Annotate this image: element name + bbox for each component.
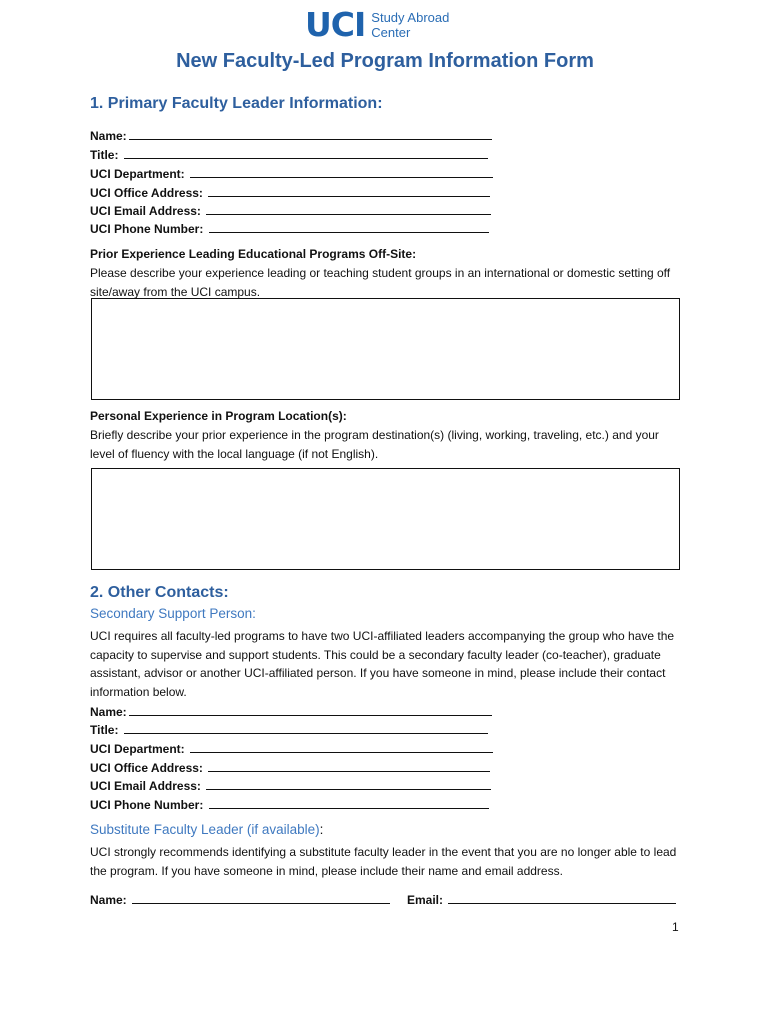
field-line[interactable] (124, 147, 488, 159)
field-label: UCI Phone Number: (90, 798, 207, 812)
field-label: Name: (90, 893, 131, 907)
primary-department-field[interactable] (90, 166, 493, 181)
primary-name-field[interactable] (90, 128, 492, 143)
secondary-email-field[interactable] (90, 778, 491, 793)
field-label: Email: (407, 893, 447, 907)
logo-mark: UCI (305, 5, 366, 44)
field-line[interactable] (132, 892, 390, 904)
field-line[interactable] (190, 166, 493, 178)
field-line[interactable] (129, 128, 492, 140)
field-line[interactable] (124, 722, 488, 734)
prior-experience-text: Please describe your experience leading or teaching student groups in an international or domestic setting off site/away from the UCI campus. (90, 266, 671, 299)
substitute-name-field[interactable] (90, 892, 390, 907)
field-line[interactable] (190, 741, 493, 753)
secondary-support-text: UCI requires all faculty-led programs to have two UCI-affiliated leaders accompanying the group who have the capacity to supervise and support students. This could be a secondary faculty leader (co-teacher), graduate assistant, advisor or another UCI-affiliated person. If you have someone in mind, please include their contact information below. (90, 629, 675, 699)
field-label: Name: (90, 129, 127, 143)
section-1-heading: 1. Primary Faculty Leader Information: (90, 95, 383, 112)
personal-experience-heading: Personal Experience in Program Location(s): (90, 409, 347, 423)
substitute-email-field[interactable] (407, 892, 676, 907)
primary-phone-field[interactable] (90, 221, 489, 236)
personal-experience-textbox[interactable] (91, 468, 680, 570)
field-label: Title: (90, 148, 122, 162)
field-label: Title: (90, 723, 122, 737)
personal-experience-text: Briefly describe your prior experience in the program destination(s) (living, working, traveling, etc.) and your level of fluency with the local language (if not English). (90, 428, 659, 461)
field-label: UCI Office Address: (90, 761, 207, 775)
prior-experience-heading: Prior Experience Leading Educational Programs Off-Site: (90, 247, 417, 261)
secondary-support-heading: Secondary Support Person: (90, 606, 256, 621)
field-label: UCI Department: (90, 742, 189, 756)
section-2-heading: 2. Other Contacts: (90, 584, 229, 601)
field-line[interactable] (129, 704, 492, 716)
secondary-phone-field[interactable] (90, 797, 489, 812)
logo-line-1: Study Abroad (371, 9, 450, 25)
secondary-office-address-field[interactable] (90, 760, 490, 775)
logo-line-2: Center (371, 24, 411, 40)
substitute-heading-colon: : (319, 822, 324, 837)
substitute-heading-text: Substitute Faculty Leader (if available) (90, 822, 320, 837)
field-label: UCI Email Address: (90, 204, 205, 218)
primary-title-field[interactable] (90, 147, 488, 162)
substitute-leader-text: UCI strongly recommends identifying a substitute faculty leader in the event that you are no longer able to lead the program. If you have someone in mind, please include their name and email address. (90, 845, 677, 878)
field-line[interactable] (208, 185, 490, 197)
logo-text (371, 10, 449, 40)
field-line[interactable] (209, 221, 489, 233)
page-number: 1 (672, 920, 679, 934)
field-line[interactable] (206, 203, 491, 215)
field-line[interactable] (209, 797, 489, 809)
field-line[interactable] (208, 760, 490, 772)
field-line[interactable] (448, 892, 676, 904)
secondary-title-field[interactable] (90, 722, 488, 737)
field-label: UCI Department: (90, 167, 189, 181)
field-line[interactable] (206, 778, 491, 790)
field-label: UCI Email Address: (90, 779, 205, 793)
secondary-name-field[interactable] (90, 704, 492, 719)
primary-email-field[interactable] (90, 203, 491, 218)
primary-office-address-field[interactable] (90, 185, 490, 200)
form-title: New Faculty-Led Program Information Form (176, 50, 594, 72)
field-label: UCI Phone Number: (90, 222, 207, 236)
field-label: UCI Office Address: (90, 186, 207, 200)
uci-logo (305, 5, 450, 44)
secondary-department-field[interactable] (90, 741, 493, 756)
substitute-leader-heading (90, 822, 323, 837)
field-label: Name: (90, 705, 127, 719)
prior-experience-textbox[interactable] (91, 298, 680, 400)
